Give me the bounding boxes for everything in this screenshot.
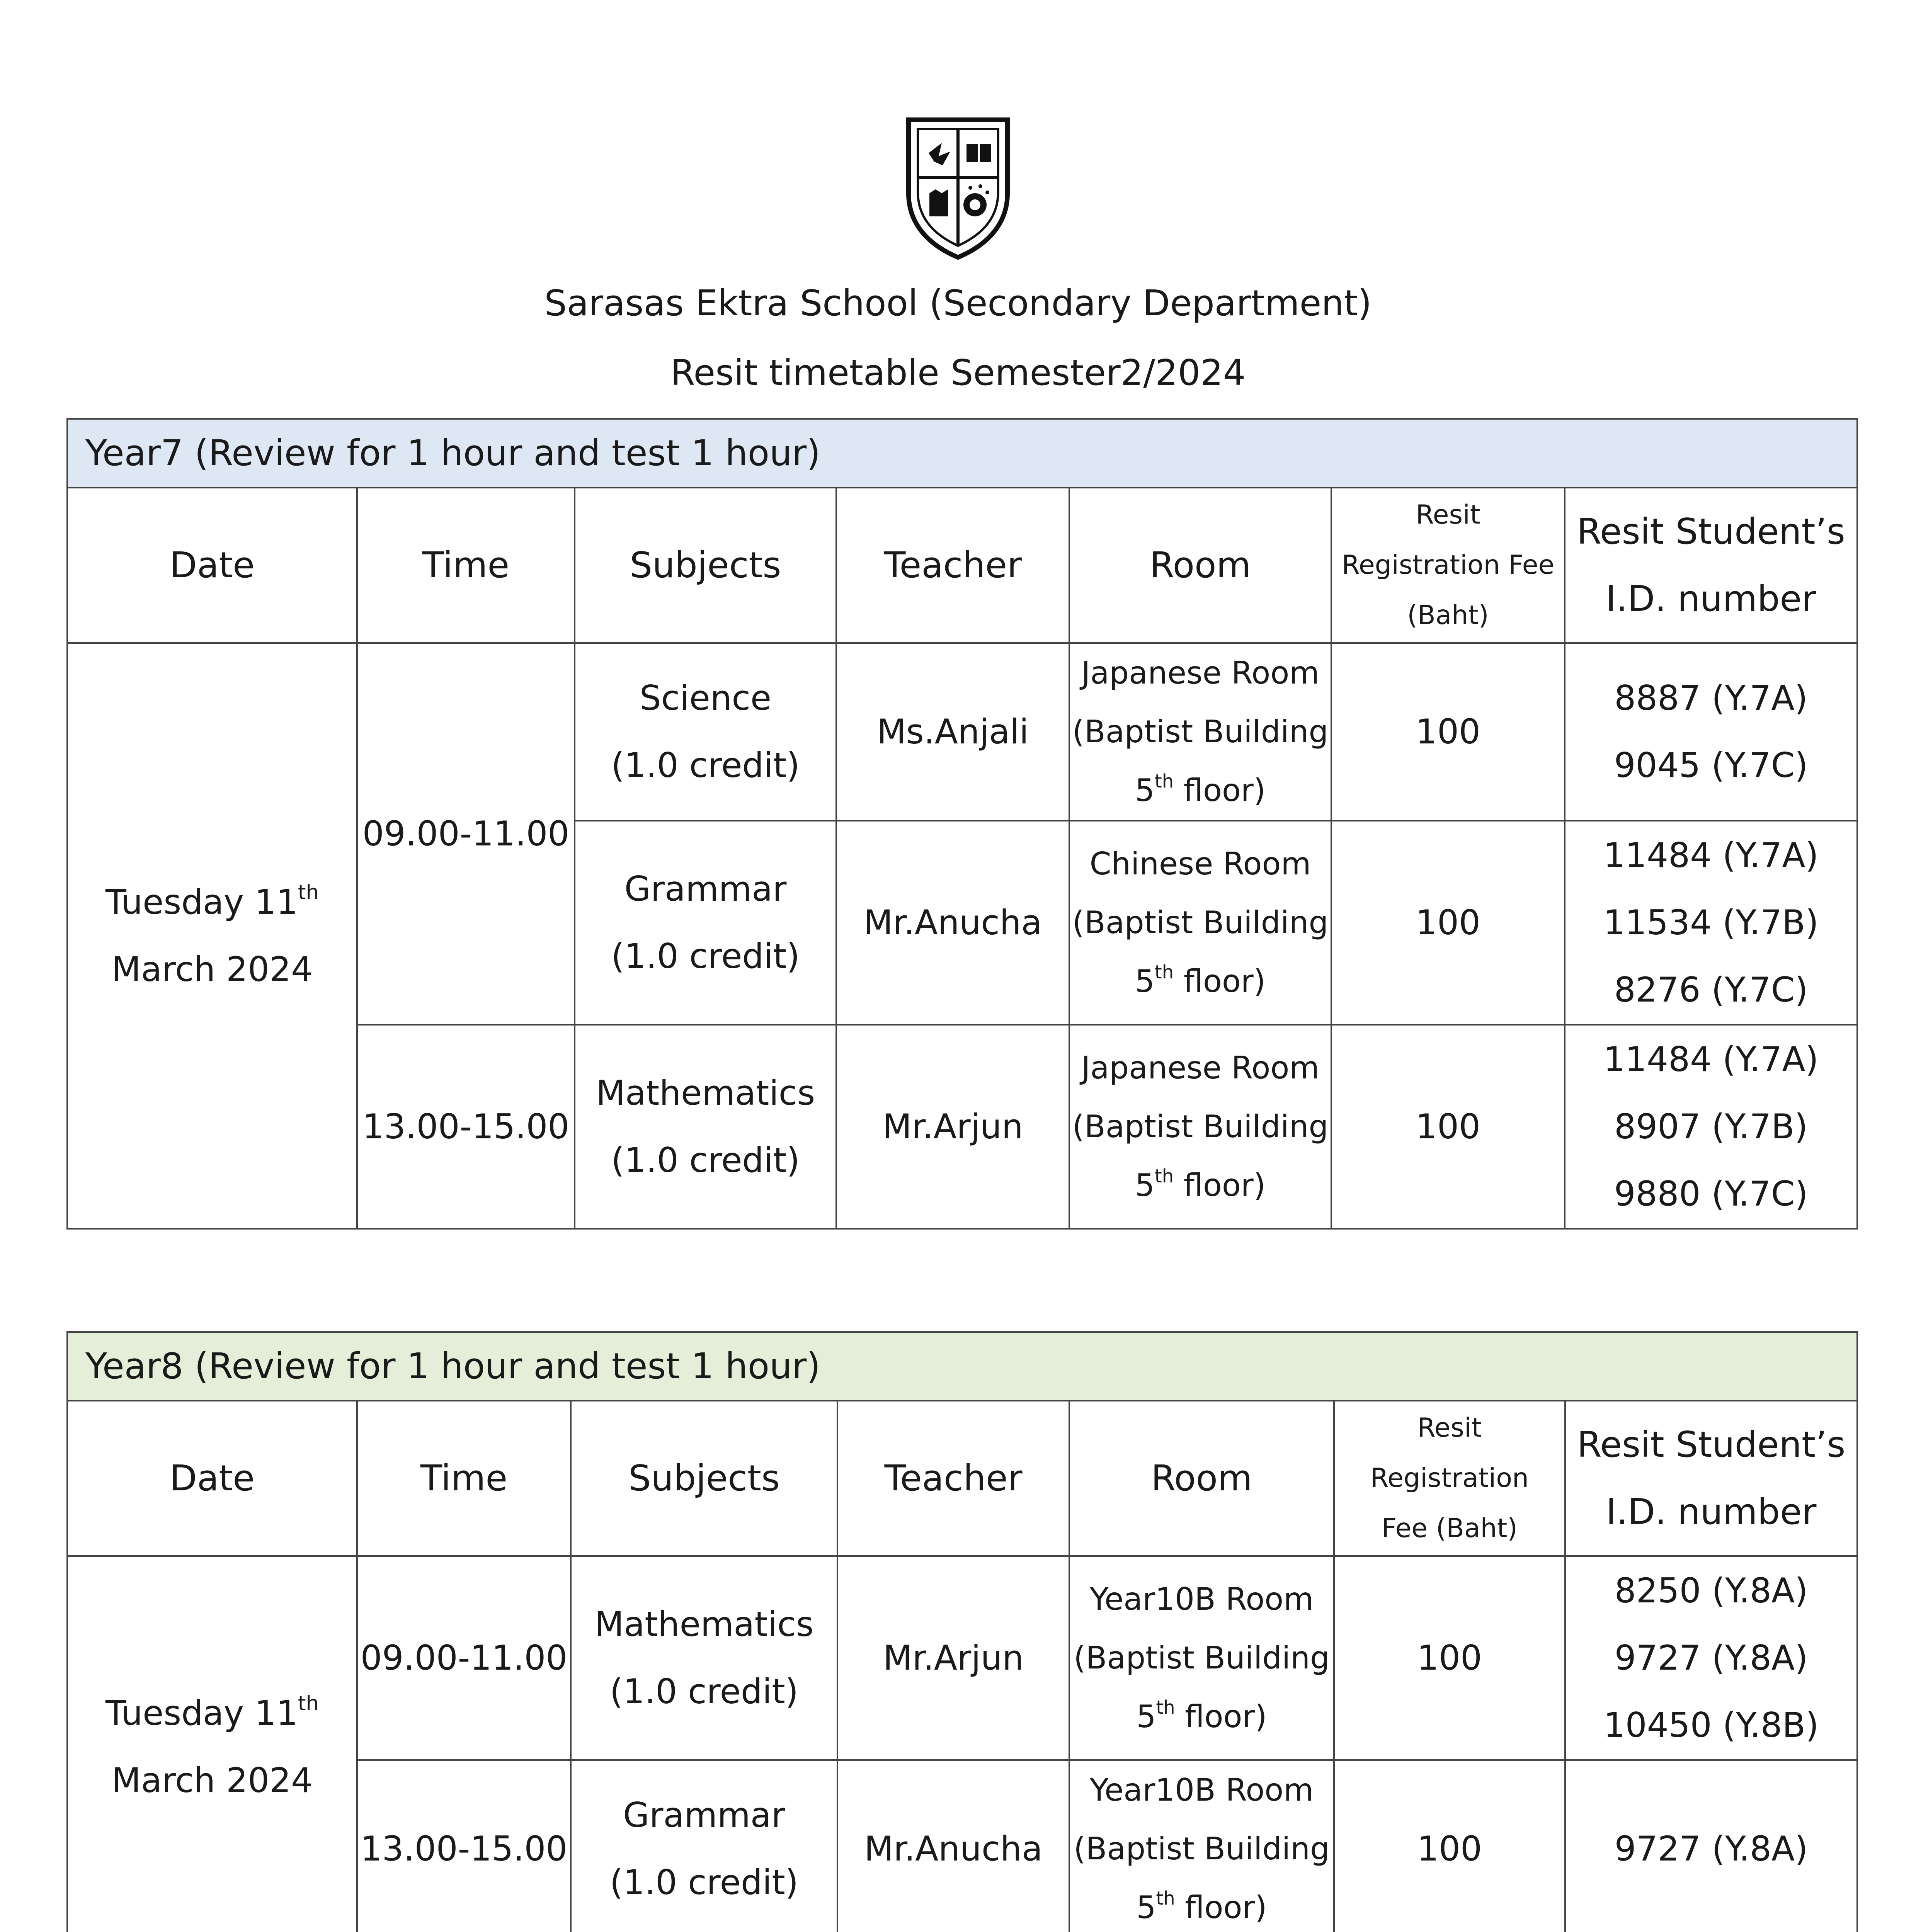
student-id: 9727 (Y.8A)	[1614, 1829, 1808, 1869]
subject-name: Mathematics	[596, 1073, 815, 1113]
subject-cell	[575, 1025, 836, 1229]
header-fee-line3: (Baht)	[1407, 600, 1489, 631]
room-cell	[1069, 1760, 1334, 1932]
header-id-line2: I.D. number	[1606, 1491, 1817, 1532]
student-id: 10450 (Y.8B)	[1603, 1705, 1819, 1745]
header-fee-line1: Resit	[1417, 1413, 1482, 1443]
student-id: 8276 (Y.7C)	[1614, 970, 1808, 1010]
header-teacher: Teacher	[837, 1401, 1069, 1556]
student-id: 9045 (Y.7C)	[1614, 745, 1808, 785]
subject-cell	[575, 643, 836, 821]
header-room: Room	[1069, 1401, 1334, 1556]
teacher-cell: Mr.Arjun	[836, 1025, 1069, 1229]
subject-credit: (1.0 credit)	[609, 1862, 799, 1902]
room-building: (Baptist Building	[1072, 905, 1329, 940]
header-time: Time	[357, 488, 575, 643]
header-student-id	[1565, 488, 1857, 643]
room-floor-text: floor)	[1174, 772, 1266, 808]
teacher-cell: Ms.Anjali	[836, 643, 1069, 821]
room-floor-text: floor)	[1175, 1889, 1267, 1925]
year7-date-cell	[67, 643, 357, 1229]
table-row	[67, 643, 1857, 821]
room-floor-text: floor)	[1175, 1699, 1267, 1735]
room-floor-sup: th	[1154, 961, 1174, 983]
room-name: Chinese Room	[1089, 846, 1311, 882]
year7-date-line2: March 2024	[111, 949, 313, 989]
fee-cell: 100	[1331, 643, 1565, 821]
subject-name: Grammar	[623, 1795, 785, 1835]
header-fee-line3: Fee (Baht)	[1382, 1513, 1518, 1544]
room-floor-text: floor)	[1174, 963, 1266, 999]
document-title: Resit timetable Semester2/2024	[670, 352, 1246, 393]
room-floor-number: 5	[1136, 1889, 1156, 1925]
year8-band-title: Year8 (Review for 1 hour and test 1 hour)	[67, 1332, 1857, 1401]
student-id: 9727 (Y.8A)	[1614, 1638, 1808, 1678]
header-fee-line1: Resit	[1416, 500, 1480, 530]
student-id: 11484 (Y.7A)	[1603, 1039, 1819, 1079]
subject-name: Grammar	[624, 869, 787, 909]
time-cell: 13.00-15.00	[357, 1760, 571, 1932]
subject-credit: (1.0 credit)	[611, 936, 800, 976]
student-id: 8907 (Y.7B)	[1614, 1107, 1808, 1146]
year8-date-day: Tuesday 11	[105, 1693, 298, 1733]
room-name: Year10B Room	[1089, 1772, 1314, 1808]
room-cell	[1069, 643, 1331, 821]
room-name: Year10B Room	[1089, 1581, 1314, 1617]
room-cell	[1069, 1556, 1334, 1760]
year7-band	[67, 419, 1857, 488]
teacher-cell: Mr.Anucha	[836, 821, 1069, 1025]
header-subjects: Subjects	[571, 1401, 837, 1556]
year8-header-row	[67, 1401, 1857, 1556]
header-date: Date	[67, 488, 357, 643]
student-ids-cell	[1565, 643, 1857, 821]
room-floor-number: 5	[1135, 772, 1155, 808]
room-building: (Baptist Building	[1074, 1831, 1330, 1867]
student-ids-cell	[1565, 821, 1857, 1025]
teacher-cell: Mr.Arjun	[837, 1556, 1069, 1760]
header-date: Date	[67, 1401, 357, 1556]
header-fee	[1331, 488, 1565, 643]
fee-cell: 100	[1334, 1556, 1565, 1760]
header-time: Time	[357, 1401, 571, 1556]
header-fee-line2: Registration Fee	[1341, 550, 1555, 580]
year8-table	[66, 1331, 1858, 1932]
year7-date-day: Tuesday 11	[105, 882, 298, 922]
subject-credit: (1.0 credit)	[611, 745, 800, 785]
room-building: (Baptist Building	[1072, 714, 1329, 750]
room-cell	[1069, 821, 1331, 1025]
time-cell: 09.00-11.00	[357, 1556, 571, 1760]
student-ids-cell	[1565, 1760, 1857, 1932]
header-student-id	[1565, 1401, 1857, 1556]
fee-cell: 100	[1331, 821, 1565, 1025]
room-cell	[1069, 1025, 1331, 1229]
year7-slot1-time: 09.00-11.00	[357, 643, 575, 1025]
header-fee	[1334, 1401, 1565, 1556]
student-ids-cell	[1565, 1025, 1857, 1229]
subject-name: Mathematics	[594, 1604, 814, 1644]
year7-header-row	[67, 488, 1857, 643]
header-id-line1: Resit Student’s	[1577, 511, 1845, 552]
year7-slot2-time: 13.00-15.00	[357, 1025, 575, 1229]
room-floor-sup: th	[1154, 1165, 1174, 1187]
subject-credit: (1.0 credit)	[609, 1672, 799, 1711]
fee-cell: 100	[1331, 1025, 1565, 1229]
year7-band-title: Year7 (Review for 1 hour and test 1 hour)	[67, 419, 1857, 488]
year8-band	[67, 1332, 1857, 1401]
year8-date-sup: th	[298, 1691, 319, 1715]
header-subjects: Subjects	[575, 488, 836, 643]
room-floor-sup: th	[1154, 770, 1174, 793]
student-id: 8887 (Y.7A)	[1614, 678, 1808, 718]
header-teacher: Teacher	[836, 488, 1069, 643]
room-name: Japanese Room	[1081, 1050, 1320, 1086]
student-id: 11484 (Y.7A)	[1603, 835, 1819, 875]
header-room: Room	[1069, 488, 1331, 643]
subject-cell	[575, 821, 836, 1025]
year7-table	[66, 418, 1858, 1230]
room-name: Japanese Room	[1081, 655, 1320, 691]
fee-cell: 100	[1334, 1760, 1565, 1932]
school-name: Sarasas Ektra School (Secondary Department)	[544, 282, 1372, 324]
subject-cell	[571, 1556, 837, 1760]
year7-date-sup: th	[298, 880, 319, 904]
header-id-line1: Resit Student’s	[1577, 1424, 1846, 1465]
room-floor-number: 5	[1136, 1699, 1156, 1735]
header-id-line2: I.D. number	[1606, 578, 1816, 619]
subject-credit: (1.0 credit)	[611, 1140, 800, 1180]
subject-name: Science	[639, 678, 772, 718]
student-ids-cell	[1565, 1556, 1857, 1760]
room-floor-sup: th	[1156, 1697, 1175, 1719]
student-id: 8250 (Y.8A)	[1614, 1571, 1808, 1611]
room-building: (Baptist Building	[1072, 1109, 1329, 1145]
year8-date-cell	[67, 1556, 357, 1932]
room-floor-number: 5	[1135, 1167, 1155, 1203]
student-id: 9880 (Y.7C)	[1614, 1174, 1808, 1214]
room-floor-sup: th	[1156, 1888, 1175, 1910]
room-floor-number: 5	[1135, 963, 1155, 999]
header-fee-line2: Registration	[1370, 1463, 1529, 1493]
room-floor-text: floor)	[1174, 1167, 1266, 1203]
table-row	[67, 1556, 1857, 1760]
subject-cell	[571, 1760, 837, 1932]
room-building: (Baptist Building	[1074, 1640, 1330, 1676]
student-id: 11534 (Y.7B)	[1603, 903, 1819, 942]
school-crest-logo	[905, 116, 1011, 260]
year8-date-line2: March 2024	[111, 1760, 313, 1800]
teacher-cell: Mr.Anucha	[837, 1760, 1069, 1932]
